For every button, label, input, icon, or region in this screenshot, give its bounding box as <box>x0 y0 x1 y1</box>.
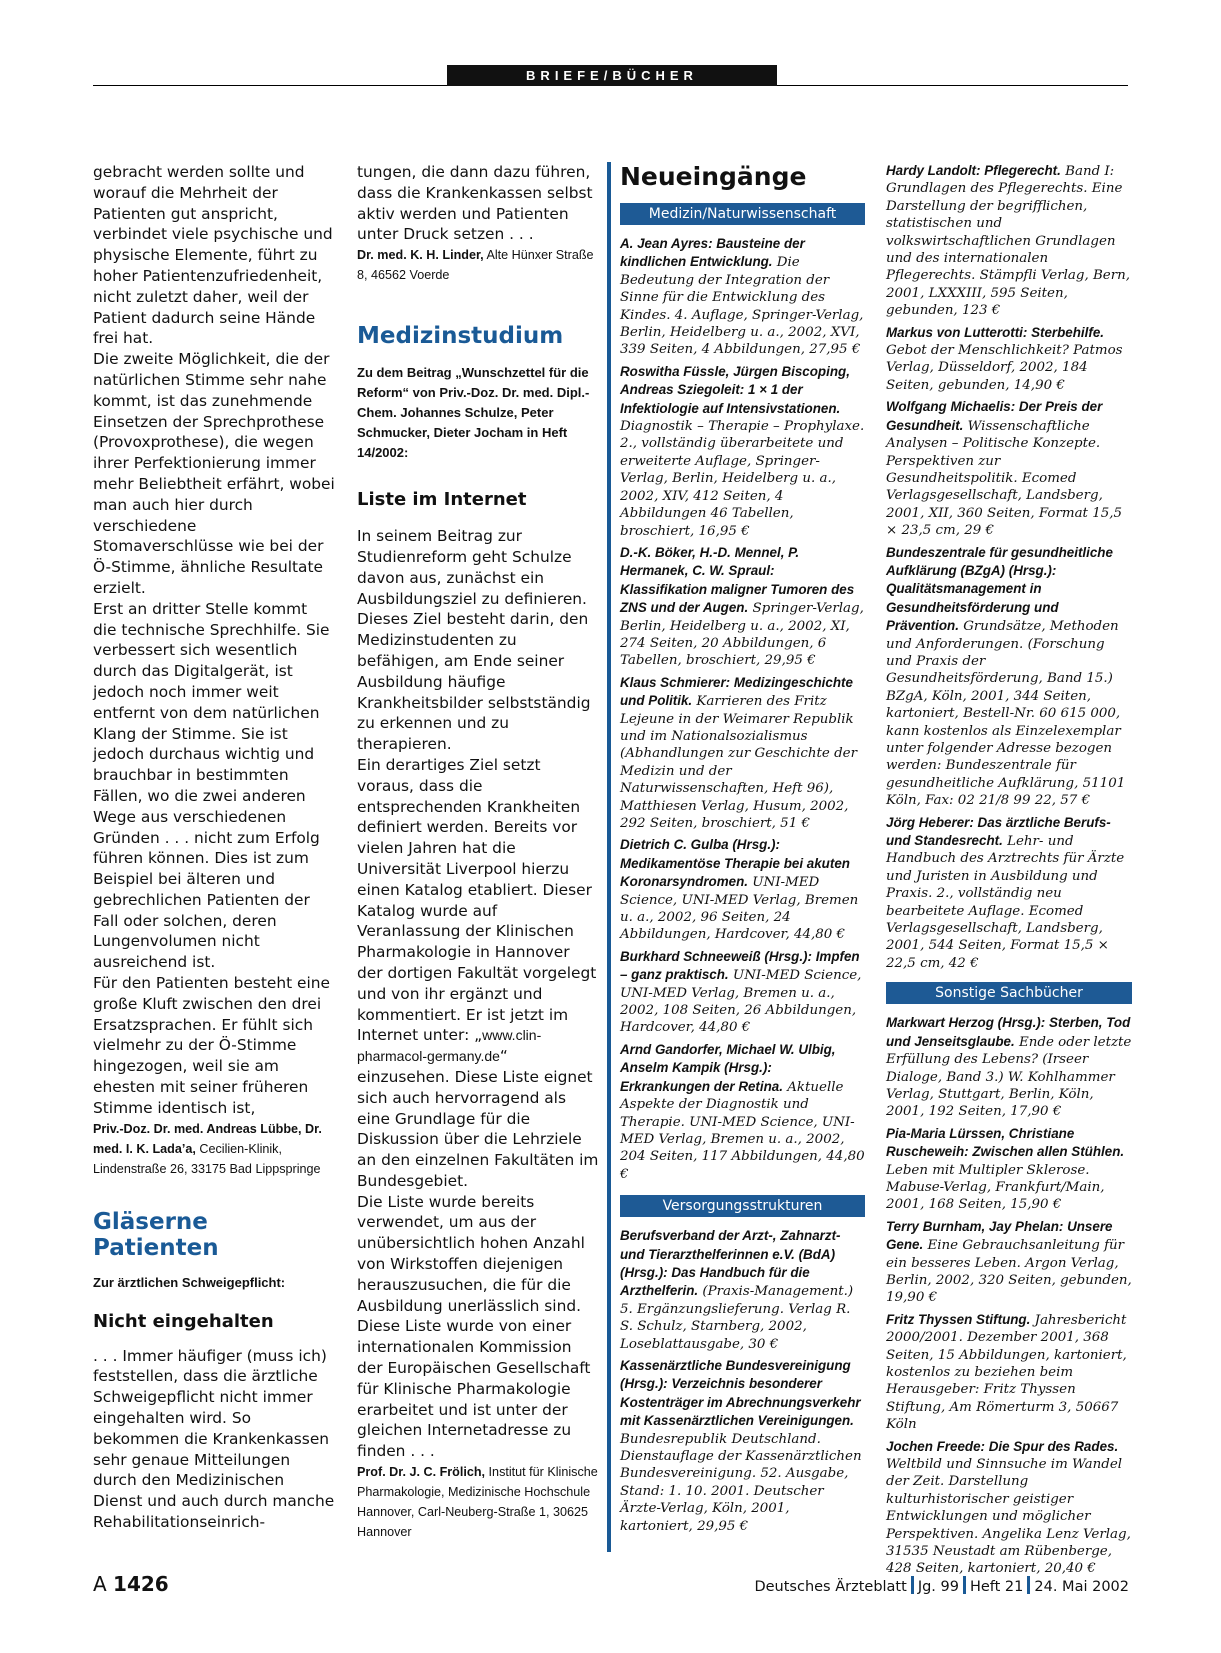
book-title: Fritz Thyssen Stiftung. <box>886 1311 1031 1327</box>
book-list <box>886 1014 1132 1578</box>
book-details: Gebot der Menschlichkeit? Patmos Verlag, Düsseldorf, 2002, 184 Seiten, gebunden, 14,90 € <box>886 343 1123 393</box>
book-entry <box>620 363 865 540</box>
book-title: Bundeszentrale für gesundheitliche Aufklärung (BZgA) (Hrsg.): Qualitätsmanagement in Gesundheitsförderung und Prävention. <box>886 544 1113 634</box>
book-title: Terry Burnham, Jay Phelan: Unsere Gene. <box>886 1218 1113 1253</box>
column-1 <box>93 162 335 1533</box>
category-bar: Versorgungsstrukturen <box>620 1195 865 1217</box>
book-entry <box>620 1227 865 1353</box>
author-name: Prof. Dr. J. C. Frölich, <box>357 1465 486 1480</box>
book-title: Dietrich C. Gulba (Hrsg.): Medikamentöse Therapie bei akuten Koronarsyndromen. <box>620 837 850 890</box>
section-intro: Zu dem Beitrag „Wunschzettel für die Reform“ von Priv.-Doz. Dr. med. Dipl.-Chem. Johannes Schulze, Peter Schmucker, Dieter Jocham in Heft 14/2002: <box>357 365 590 461</box>
internet-link[interactable]: www.clin-pharmacol-germany.de <box>357 1027 542 1065</box>
book-entry <box>620 948 865 1037</box>
column-3 <box>620 162 865 1539</box>
book-entry <box>886 1311 1132 1434</box>
book-entry <box>886 544 1132 810</box>
book-title: Pia-Maria Lürssen, Christiane Ruscheweih: Zwischen allen Stühlen. <box>886 1125 1125 1160</box>
paragraph: Diese Liste wurde von einer internationalen Kommission der Europäischen Gesellschaft für Klinische Pharmakologie erarbeitet und ist unter der gleichen Internetadresse zu finden . . . <box>357 1317 591 1461</box>
paragraph: Für den Patienten besteht eine große Kluft zwischen den drei Ersatzsprachen. Er fühlt sich vielmehr zu der Ö-Stimme hingezogen, weil sie am ehesten mit seiner früheren Stimme identisch ist, <box>93 974 330 1117</box>
author-address: Cecilien-Klinik, Lindenstraße 26, 33175 Bad Lippspringe <box>93 1141 321 1176</box>
book-details: UNI-MED Science, UNI-MED Verlag, Bremen u. a., 2002, 108 Seiten, 26 Abbildungen, Hardcover, 44,80 € <box>620 968 862 1036</box>
issue: Heft 21 <box>969 1579 1024 1595</box>
book-entry <box>886 324 1132 395</box>
author-address: Institut für Klinische Pharmakologie, Medizinische Hochschule Hannover, Carl-Neuberg-Straße 1, 30625 Hannover <box>357 1465 598 1540</box>
book-details: Karrieren des Fritz Lejeune in der Weimarer Republik und im Nationalsozialismus (Abhandlungen zur Geschichte der Medizin und der Naturwissenschaften, Heft 96), Matthiesen Verlag, Husum, 2002, 292 Seiten, broschiert, 51 € <box>620 694 857 831</box>
book-details: Jahresbericht 2000/2001. Dezember 2001, 368 Seiten, 15 Abbildungen, kartoniert, kostenlos zu beziehen beim Herausgeber: Fritz Thyssen Stiftung, Am Römerturm 3, 50667 Köln <box>886 1312 1127 1433</box>
book-title: Burkhard Schneeweiß (Hrsg.): Impfen – ganz praktisch. <box>620 948 860 983</box>
book-details: Lehr- und Handbuch des Arztrechts für Ärzte und Juristen in Ausbildung und Praxis. 2., vollständig neu bearbeitete Auflage. Ecomed Verlagsgesellschaft, Landsberg, 2001, 544 Seiten, Format 15,5 × 22,5 cm, 42 € <box>886 834 1125 971</box>
book-title: Jochen Freede: Die Spur des Rades. <box>886 1438 1119 1454</box>
separator <box>1027 1576 1030 1594</box>
category-bar: Medizin/Naturwissenschaft <box>620 203 865 225</box>
book-title: Markwart Herzog (Hrsg.): Sterben, Tod und Jenseitsglaube. <box>886 1015 1131 1049</box>
book-details: Aktuelle Aspekte der Diagnostik und Therapie. UNI-MED Science, UNI-MED Verlag, Bremen u. a., 2002, 204 Seiten, 117 Abbildungen, 44,80 € <box>620 1079 865 1182</box>
book-list <box>620 1227 865 1535</box>
journal-name: Deutsches Ärzteblatt <box>754 1579 907 1595</box>
book-title: Roswitha Füssle, Jürgen Biscoping, Andreas Sziegoleit: 1 × 1 der Infektiologie auf Intensivstationen. <box>620 363 850 416</box>
book-entry <box>620 1041 865 1183</box>
book-title: D.-K. Böker, H.-D. Mennel, P. Hermanek, C. W. Spraul: Klassifikation maligner Tumoren des ZNS und der Augen. <box>620 544 855 616</box>
book-entry <box>620 235 865 359</box>
book-details: Grundsätze, Methoden und Anforderungen. (Forschung und Praxis der Gesundheitsförderung, Band 15.) BZgA, Köln, 2001, 344 Seiten, kartoniert, Bestell-Nr. 60 615 000, kann kostenlos als Einzelexemplar unter folgender Adresse bezogen werden: Bundeszentrale für gesundheitliche Aufklärung, 51101 Köln, Fax: 02 21/8 99 22, 57 € <box>886 619 1126 809</box>
issue-date: 24. Mai 2002 <box>1034 1579 1129 1595</box>
book-entry <box>620 1357 865 1535</box>
letter-text <box>357 526 599 1462</box>
book-entry <box>886 814 1132 973</box>
book-details: Weltbild und Sinnsuche im Wandel der Zeit. Darstellung kulturhistorischer geistiger Entwicklungen und möglicher Perspektiven. Angelika Lenz Verlag, 31535 Neustadt am Rübenberge, 428 Seiten, kartoniert, 20,40 € <box>886 1457 1131 1577</box>
neueingaenge-title: Neueingänge <box>620 162 807 191</box>
book-details: Leben mit Multipler Sklerose. Mabuse-Verlag, Frankfurt/Main, 2001, 168 Seiten, 15,90 € <box>886 1162 1105 1213</box>
volume: Jg. 99 <box>917 1579 959 1595</box>
book-title: Klaus Schmierer: Medizingeschichte und Politik. <box>620 674 853 709</box>
text-run: “ einzusehen. Diese Liste eignet sich auch hervorragend als eine Grundlage für die Diskussion über die Lehrziele an den einzelnen Fakultäten im Bundesgebiet. <box>357 1047 599 1190</box>
paragraph: Die zweite Möglichkeit, die der natürlichen Stimme sehr nahe kommt, ist das zunehmende Einsetzen der Sprechprothese (Provoxprothese), die wegen ihrer Perfektionierung immer mehr Beliebtheit erfährt, wobei man auch hier durch verschiedene Stomaverschlüsse wie bei der Ö-Stimme, ähnliche Resultate erzielt. <box>93 350 335 597</box>
letter-text <box>357 162 599 245</box>
book-entry <box>886 398 1132 539</box>
paragraph <box>357 755 599 1192</box>
book-title: Markus von Lutterotti: Sterbehilfe. <box>886 324 1104 340</box>
page-prefix: A <box>93 1572 107 1596</box>
category-bar: Sonstige Sachbücher <box>886 982 1132 1004</box>
page-number-value: 1426 <box>113 1572 169 1596</box>
book-entry <box>620 674 865 833</box>
book-details: Diagnostik – Therapie – Prophylaxe. 2., vollständig überarbeitete und erweiterte Auflage, Springer-Verlag, Berlin, Heidelberg u. a., 2002, XIV, 412 Seiten, 4 Abbildungen 46 Tabellen, broschiert, 16,95 € <box>620 419 865 539</box>
letter-text <box>93 162 335 1119</box>
author-signature <box>357 245 599 285</box>
book-title: Kassenärztliche Bundesvereinigung (Hrsg.): Verzeichnis besonderer Kostenträger im Abrechnungsverkehr mit Kassenärztlichen Vereinigungen. <box>620 1357 861 1429</box>
book-entry <box>620 544 865 670</box>
book-entry <box>886 1438 1132 1578</box>
paragraph: tungen, die dann dazu führen, dass die Krankenkassen selbst aktiv werden und Patienten unter Druck setzen . . . <box>357 163 593 244</box>
author-name: Priv.-Doz. Dr. med. Andreas Lübbe, Dr. med. I. K. Lada’a, <box>93 1121 322 1156</box>
text-run: Ein derartiges Ziel setzt voraus, dass die entsprechenden Krankheiten definiert werden. Bereits vor vielen Jahren hat die Universität Liverpool hierzu einen Katalog etabliert. Dieser Katalog wurde auf Veranlassung der Klinischen Pharmakologie in Hannover der dortigen Fakultät vorgelegt und von ihr ergänzt und kommentiert. Er ist jetzt im Internet unter: „ <box>357 755 597 1045</box>
section-header: BRIEFE/BÜCHER <box>447 65 777 86</box>
book-details: UNI-MED Science, UNI-MED Verlag, Bremen u. a., 2002, 96 Seiten, 24 Abbildungen, Hardcover, 44,80 € <box>620 875 859 943</box>
letter-subhead: Nicht eingehalten <box>93 1310 274 1332</box>
book-details: Die Bedeutung der Integration der Sinne für die Entwicklung des Kindes. 4. Auflage, Springer-Verlag, Berlin, Heidelberg u. a., 2002, XVI, 339 Seiten, 4 Abbildungen, 27,95 € <box>620 255 864 358</box>
book-details: Wissenschaftliche Analysen – Politische Konzepte. Perspektiven zur Gesundheitspolitik. Ecomed Verlagsgesellschaft, Landsberg, 2001, XII, 360 Seiten, Format 15,5 × 23,5 cm, 29 € <box>886 418 1123 539</box>
letter-subhead: Liste im Internet <box>357 489 527 511</box>
paragraph: Erst an dritter Stelle kommt die technische Sprechhilfe. Sie verbessert sich wesentlich durch das Digitalgerät, ist jedoch noch immer weit entfernt von dem natürlichen Klang der Stimme. Sie ist jedoch durchaus wichtig und brauchbar in bestimmten Fällen, wo die zwei anderen Wege aus verschiedenen Gründen . . . nicht zum Erfolg führen können. Dies ist zum Beispiel bei älteren und gebrechlichen Patienten der Fall oder solchen, deren Lungenvolumen nicht ausreichend ist. <box>93 599 330 972</box>
separator <box>963 1576 966 1594</box>
book-entry <box>886 162 1132 320</box>
book-title: Jörg Heberer: Das ärztliche Berufs- und Standesrecht. <box>886 814 1111 849</box>
section-title: Gläserne Patienten <box>93 1208 219 1261</box>
book-entry <box>886 1014 1132 1120</box>
book-details: Band I: Grundlagen des Pflegerechts. Eine Darstellung der begrifflichen, statistischen und volkswirtschaftlichen Grundlagen und des internationalen Pflegerechts. Stämpfli Verlag, Bern, 2001, LXXXIII, 595 Seiten, gebunden, 123 € <box>886 164 1131 319</box>
separator <box>911 1576 914 1594</box>
column-2 <box>357 162 599 1542</box>
book-details: Eine Gebrauchsanleitung für ein besseres Leben. Argon Verlag, Berlin, 2002, 320 Seiten, gebunden, 19,90 € <box>886 1238 1132 1306</box>
section-intro: Zur ärztlichen Schweigepflicht: <box>93 1274 286 1290</box>
book-entry <box>886 1218 1132 1307</box>
paragraph: . . . Immer häufiger (muss ich) feststellen, dass die ärztliche Schweigepflicht nicht immer eingehalten wird. So bekommen die Krankenkassen sehr genaue Mitteilungen durch den Medizinischen Dienst und auch durch manche Rehabilitationseinrich- <box>93 1346 335 1532</box>
book-title: Berufsverband der Arzt-, Zahnarzt- und Tierarzthelferinnen e.V. (BdA) (Hrsg.): Das Handbuch für die Arzthelferin. <box>620 1228 841 1299</box>
book-title: A. Jean Ayres: Bausteine der kindlichen Entwicklung. <box>620 236 805 270</box>
book-entry <box>620 836 865 943</box>
book-title: Hardy Landolt: Pflegerecht. <box>886 163 1061 178</box>
book-title: Arnd Gandorfer, Michael W. Ulbig, Anselm Kampik (Hrsg.): Erkrankungen der Retina. <box>620 1041 836 1094</box>
book-title: Wolfgang Michaelis: Der Preis der Gesundheit. <box>886 399 1103 433</box>
journal-info <box>754 1576 1129 1595</box>
book-details: (Praxis-Management.) 5. Ergänzungslieferung. Verlag R. S. Schulz, Starnberg, 2002, Loseblattausgabe, 30 € <box>620 1284 854 1352</box>
author-signature <box>357 1462 599 1542</box>
paragraph: Die Liste wurde bereits verwendet, um aus der unübersichtlich hohen Anzahl von Wirkstoffen diejenigen herauszusuchen, die für die Ausbildung unerlässlich sind. <box>357 1192 585 1315</box>
book-details: Bundesrepublik Deutschland. Dienstauflage der Kassenärztlichen Bundesvereinigung. 52. Ausgabe, Stand: 1. 10. 2001. Deutscher Ärzte-Verlag, Köln, 2001, kartoniert, 29,95 € <box>620 1431 862 1534</box>
book-list <box>620 235 865 1183</box>
letter-text <box>93 1346 335 1533</box>
book-details: Ende oder letzte Erfüllung des Lebens? (Irseer Dialoge, Band 3.) W. Kohlhammer Verlag, Stuttgart, Berlin, Köln, 2001, 192 Seiten, 17,90 € <box>886 1034 1132 1120</box>
page-number <box>93 1572 169 1596</box>
book-details: Springer-Verlag, Berlin, Heidelberg u. a., 2002, XI, 274 Seiten, 20 Abbildungen, 6 Tabellen, broschiert, 29,95 € <box>620 601 864 669</box>
author-name: Dr. med. K. H. Linder, <box>357 248 484 263</box>
paragraph: In seinem Beitrag zur Studienreform geht Schulze davon aus, zunächst ein Ausbildungsziel zu definieren. Dieses Ziel besteht darin, den Medizinstudenten zu befähigen, am Ende seiner Ausbildung häufige Krankheitsbilder selbstständig zu erkennen und zu therapieren. <box>357 527 591 754</box>
author-address: Alte Hünxer Straße 8, 46562 Voerde <box>357 248 594 283</box>
section-title: Medizinstudium <box>357 323 564 350</box>
book-entry <box>886 1125 1132 1214</box>
column-divider <box>607 162 611 1552</box>
author-signature <box>93 1119 335 1179</box>
paragraph: gebracht werden sollte und worauf die Mehrheit der Patienten gut anspricht, verbindet viele psychische und physische Elemente, führt zu hoher Patientenzufriedenheit, nicht zuletzt daher, weil der Patient dadurch seine Hände frei hat. <box>93 163 333 348</box>
column-4 <box>886 162 1132 1582</box>
book-list <box>886 162 1132 972</box>
